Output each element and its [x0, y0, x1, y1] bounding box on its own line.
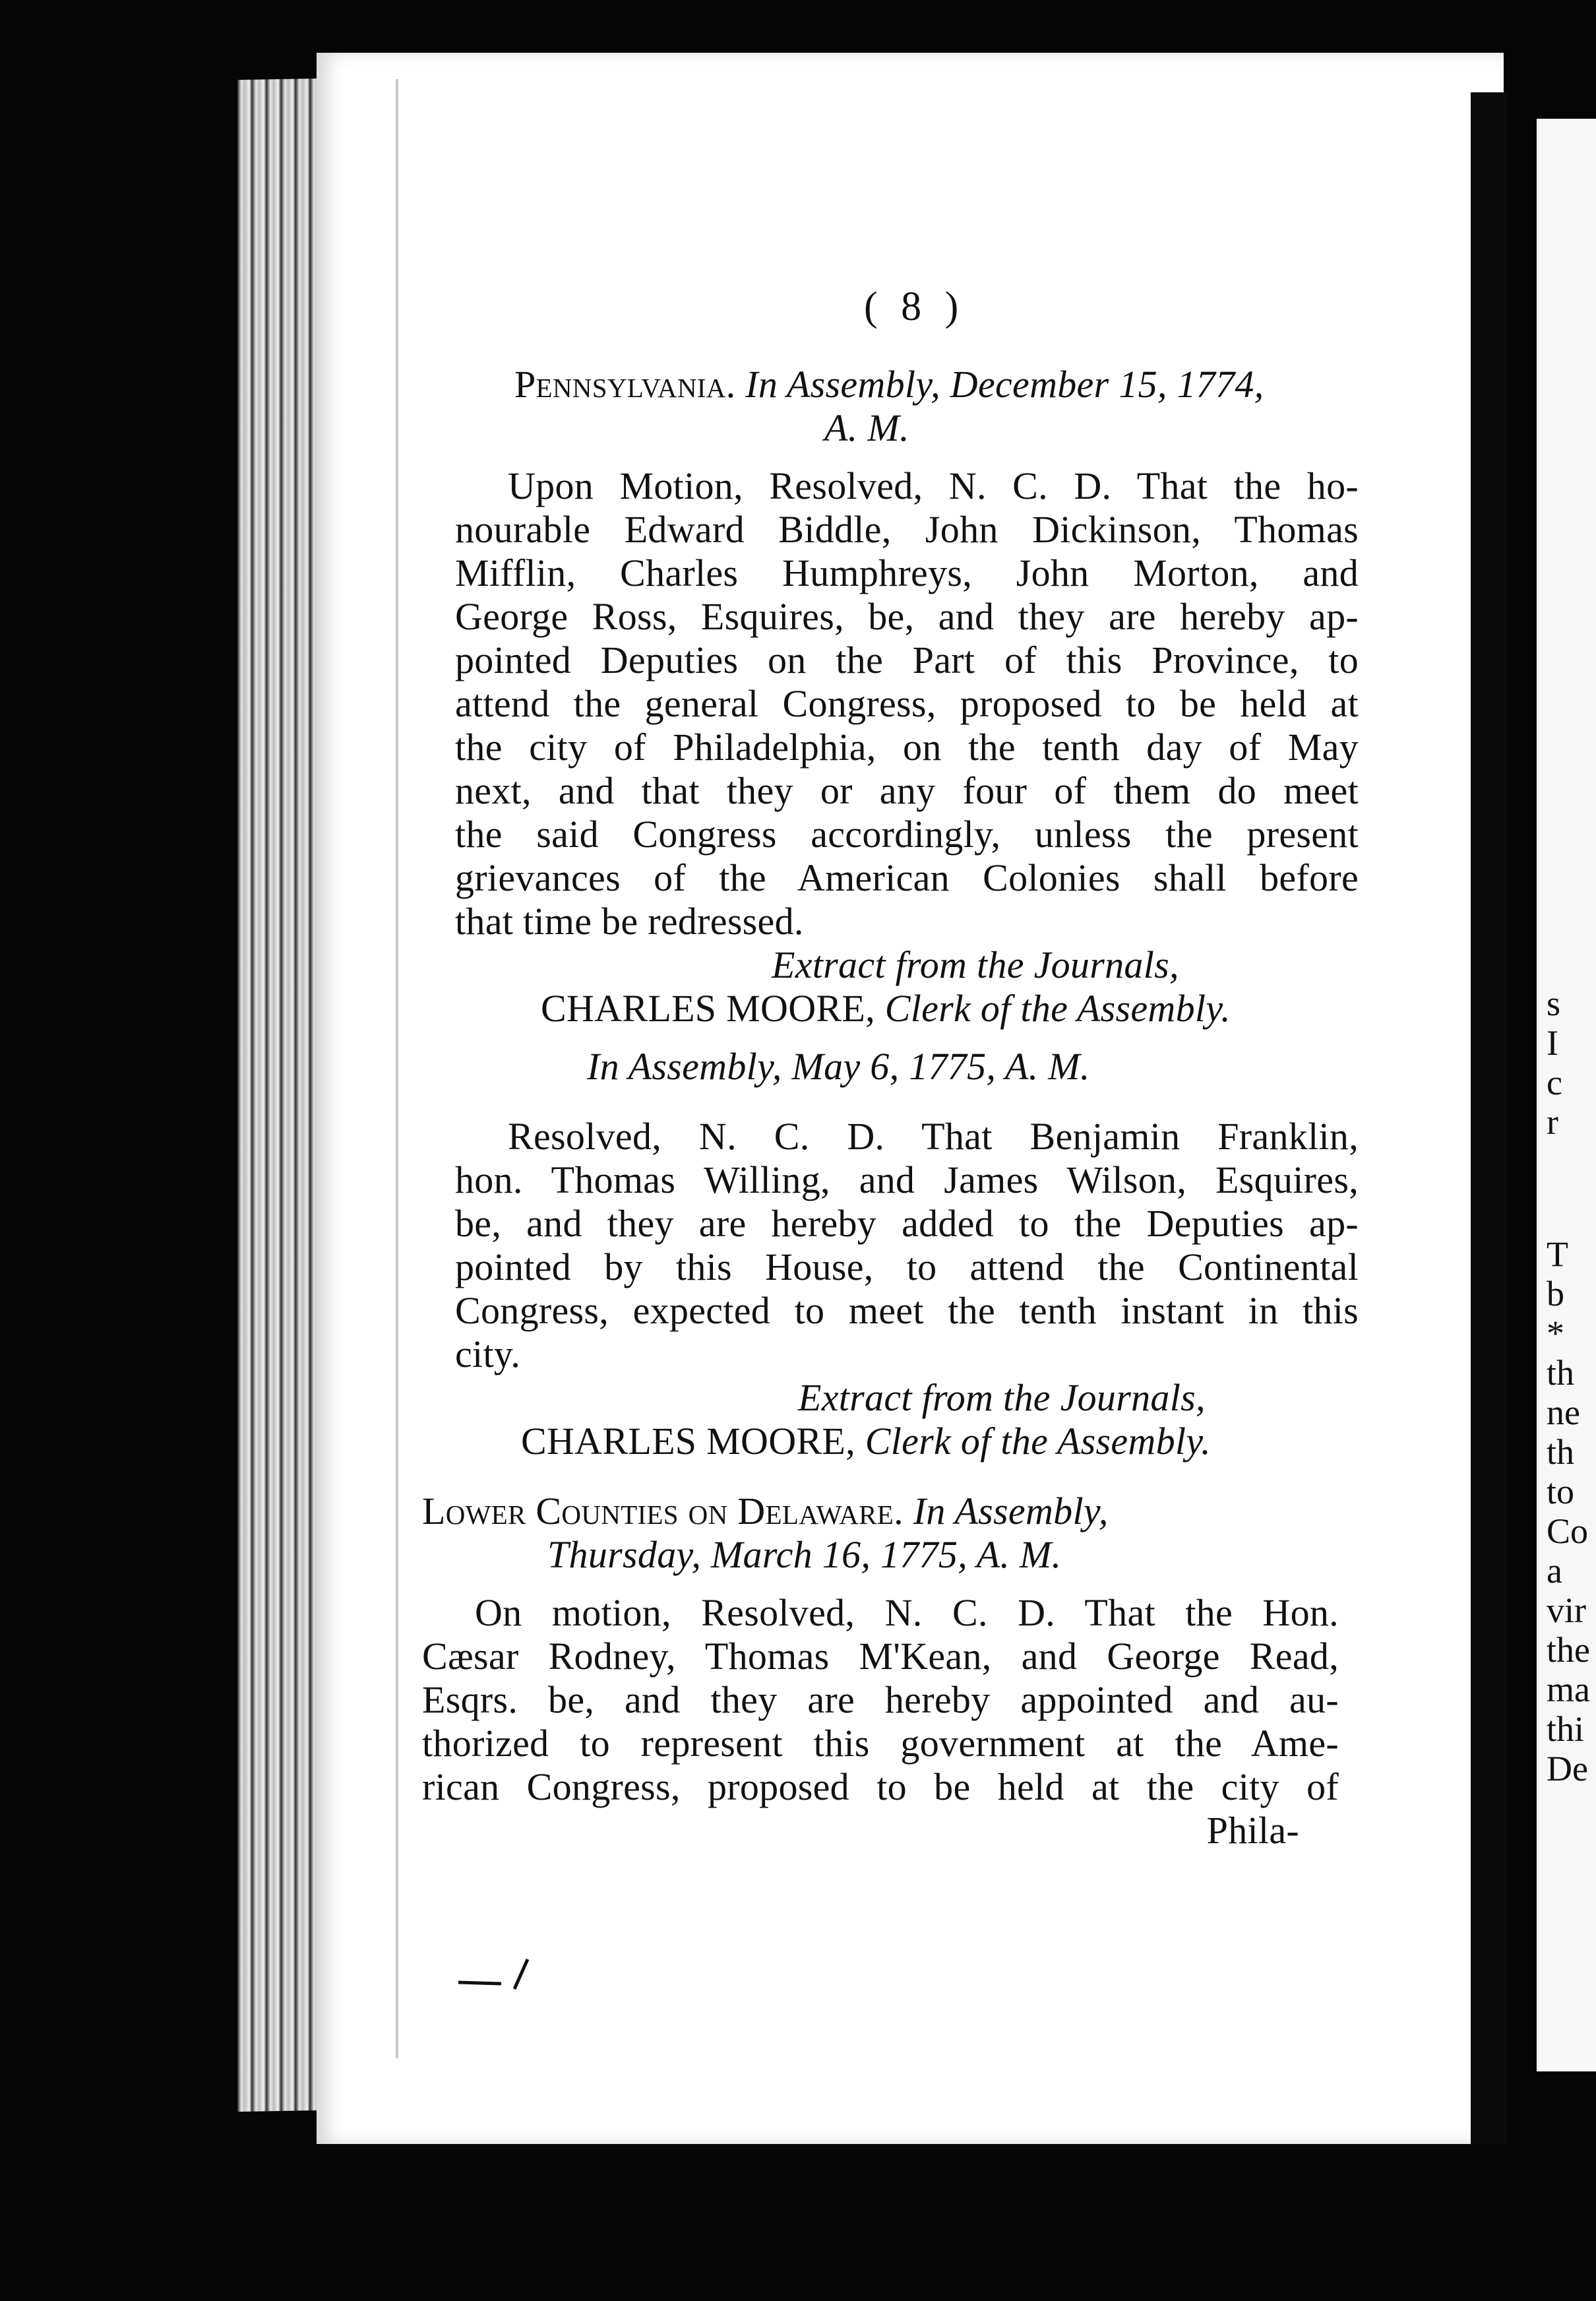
s3-line-4: rican Congress, proposed to be held at the city of: [422, 1765, 1339, 1808]
section3-heading: [422, 1490, 1359, 1533]
s1-line-1: nourable Edward Biddle, John Dickinson, Thomas: [455, 508, 1359, 551]
text-block: [422, 284, 1359, 1852]
s1-line-4: pointed Deputies on the Part of this Province, to: [455, 639, 1359, 681]
s2-line-1: hon. Thomas Willing, and James Wilson, Esquires,: [455, 1158, 1359, 1201]
facing-page-fragment: to: [1547, 1472, 1575, 1511]
s1-line-8: the said Congress accordingly, unless the present: [455, 813, 1359, 856]
scan-background-bottom: [198, 2144, 1596, 2301]
facing-page-fragment: Co: [1547, 1511, 1589, 1551]
s1-line-7: next, and that they or any four of them do meet: [455, 769, 1359, 812]
facing-page-fragment: vir: [1547, 1591, 1586, 1630]
s2-line-0: Resolved, N. C. D. That Benjamin Franklin,: [508, 1115, 1359, 1158]
section1-date: In Assembly, December 15, 1774,: [745, 363, 1264, 406]
section1-signature-name: CHARLES MOORE,: [541, 987, 875, 1030]
section1-time: A. M.: [824, 406, 909, 449]
section2-signature-name: CHARLES MOORE,: [521, 1420, 855, 1463]
facing-page-fragment: ma: [1547, 1670, 1590, 1709]
section2-heading: In Assembly, May 6, 1775, A. M.: [587, 1045, 1090, 1088]
s2-line-4: Congress, expected to meet the tenth instant in this: [455, 1289, 1359, 1332]
facing-page-fragment: b: [1547, 1274, 1564, 1313]
s1-line-5: attend the general Congress, proposed to be held at: [455, 682, 1359, 725]
gutter-line: [396, 79, 398, 2058]
catchword: Phila-: [1206, 1809, 1299, 1852]
facing-page-fragment: c: [1547, 1063, 1562, 1102]
section1-signature-title: Clerk of the Assembly.: [884, 987, 1231, 1030]
section1-place: Pennsylvania.: [514, 363, 736, 406]
s3-line-2: Esqrs. be, and they are hereby appointed and au-: [422, 1678, 1339, 1721]
facing-page-fragment: r: [1547, 1102, 1558, 1142]
facing-page-fragment: I: [1547, 1023, 1558, 1063]
facing-page-fragment: T: [1547, 1234, 1568, 1274]
book-spine: [1471, 92, 1507, 2151]
s3-line-1: Cæsar Rodney, Thomas M'Kean, and George Read,: [422, 1635, 1339, 1678]
section3-date: In Assembly,: [913, 1490, 1109, 1532]
facing-page-fragment: th: [1547, 1353, 1575, 1393]
s1-line-6: the city of Philadelphia, on the tenth day of May: [455, 726, 1359, 769]
s2-line-2: be, and they are hereby added to the Deputies ap-: [455, 1202, 1359, 1245]
facing-page-fragment: De: [1547, 1749, 1588, 1788]
s3-line-0: On motion, Resolved, N. C. D. That the Hon.: [475, 1591, 1339, 1634]
section2-extract: Extract from the Journals,: [798, 1376, 1206, 1419]
section1-heading: [455, 363, 1359, 406]
facing-page-fragment: a: [1547, 1551, 1562, 1591]
s1-line-3: George Ross, Esquires, be, and they are hereby ap-: [455, 595, 1359, 638]
s2-line-3: pointed by this House, to attend the Continental: [455, 1245, 1359, 1288]
section3-time: Thursday, March 16, 1775, A. M.: [547, 1533, 1062, 1576]
pen-mark: [455, 1953, 547, 1992]
s1-line-10: that time be redressed.: [455, 900, 804, 943]
s1-line-9: grievances of the American Colonies shall before: [455, 856, 1359, 899]
section2-signature: [455, 1420, 1359, 1463]
s1-line-0: Upon Motion, Resolved, N. C. D. That the ho-: [508, 464, 1359, 507]
section1-signature: [455, 987, 1359, 1030]
section3-place: Lower Counties on Delaware.: [422, 1490, 904, 1532]
section1-extract: Extract from the Journals,: [772, 943, 1179, 986]
s2-line-5: city.: [455, 1333, 521, 1375]
facing-page-fragment: ne: [1547, 1393, 1580, 1432]
facing-page-fragment: the: [1547, 1630, 1590, 1670]
page-number: ( 8 ): [864, 284, 966, 329]
section2-signature-title: Clerk of the Assembly.: [865, 1420, 1211, 1463]
facing-page-fragment: thi: [1547, 1709, 1585, 1749]
facing-page-fragment: *: [1547, 1313, 1564, 1353]
s3-line-3: thorized to represent this government at the Ame-: [422, 1722, 1339, 1765]
facing-page-fragment: th: [1547, 1432, 1575, 1472]
s1-line-2: Mifflin, Charles Humphreys, John Morton, and: [455, 552, 1359, 594]
facing-page-fragment: s: [1547, 984, 1561, 1023]
scan-background-left: [0, 0, 257, 2301]
page-edge-stack: [237, 79, 323, 2112]
